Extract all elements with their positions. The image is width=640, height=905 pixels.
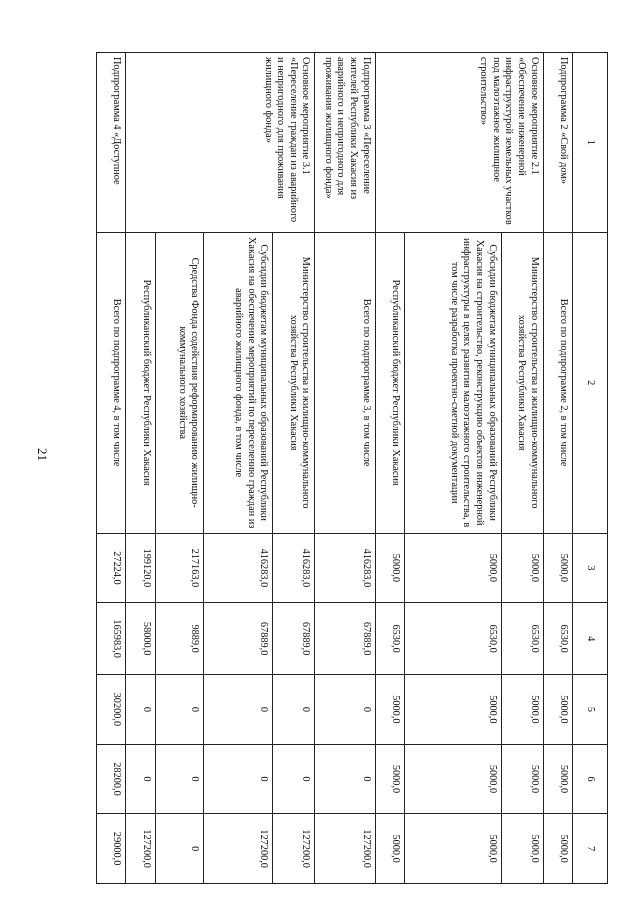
table-row — [543, 53, 572, 884]
value-cell: 0 — [273, 675, 315, 745]
value-cell: 5000,0 — [543, 744, 572, 814]
program-name-cell: Подпрограмма 3 «Переселение жителей Республики Хакасия из аварийного и непригодного для проживания жилищного фонда» — [315, 53, 375, 233]
header-cell: 6 — [573, 744, 608, 814]
program-name-cell: Основное мероприятие 3.1 «Переселение граждан из аварийного и непригодного для проживания жилищного фонда» — [126, 53, 315, 233]
value-cell: 127200,0 — [315, 814, 375, 884]
value-cell: 5000,0 — [501, 744, 543, 814]
funding-source-cell: Республиканский бюджет Республики Хакасия — [375, 232, 404, 533]
value-cell: 67889,0 — [204, 603, 273, 675]
value-cell: 165983,0 — [97, 603, 126, 675]
value-cell: 5000,0 — [404, 744, 501, 814]
funding-source-cell: Министерство строительства и жилищно-коммунального хозяйства Республики Хакасия — [273, 232, 315, 533]
value-cell: 58000,0 — [126, 603, 155, 675]
value-cell: 0 — [126, 744, 155, 814]
header-cell: 5 — [573, 675, 608, 745]
value-cell: 0 — [155, 744, 203, 814]
value-cell: 6530,0 — [501, 603, 543, 675]
value-cell: 0 — [155, 814, 203, 884]
value-cell: 5000,0 — [501, 814, 543, 884]
value-cell: 30200,0 — [97, 675, 126, 745]
value-cell: 27224,0 — [97, 533, 126, 603]
value-cell: 0 — [273, 744, 315, 814]
value-cell: 416283,0 — [315, 533, 375, 603]
value-cell: 5000,0 — [404, 533, 501, 603]
value-cell: 5000,0 — [375, 744, 404, 814]
rotated-table-container — [96, 52, 608, 884]
value-cell: 0 — [315, 675, 375, 745]
funding-source-cell: Всего по подпрограмме 3, в том числе — [315, 232, 375, 533]
table-row — [501, 53, 543, 884]
value-cell: 5000,0 — [501, 675, 543, 745]
budget-table — [96, 52, 608, 884]
funding-source-cell: Субсидии бюджетам муниципальных образований Республики Хакасия на обеспечение мероприятий по переселению граждан из аварийного жилищного фонда, в том числе — [204, 232, 273, 533]
value-cell: 5000,0 — [375, 533, 404, 603]
value-cell: 0 — [155, 675, 203, 745]
funding-source-cell: Республиканский бюджет Республики Хакасия — [126, 232, 155, 533]
funding-source-cell: Средства Фонда содействия реформированию жилищно-коммунального хозяйства — [155, 232, 203, 533]
header-cell: 1 — [573, 53, 608, 233]
funding-source-cell: Всего по подпрограмме 4, в том числе — [97, 232, 126, 533]
table-row — [273, 53, 315, 884]
value-cell: 28200,0 — [97, 744, 126, 814]
value-cell: 0 — [204, 744, 273, 814]
value-cell: 5000,0 — [501, 533, 543, 603]
value-cell: 127200,0 — [126, 814, 155, 884]
value-cell: 0 — [315, 744, 375, 814]
value-cell: 6530,0 — [543, 603, 572, 675]
value-cell: 5000,0 — [375, 814, 404, 884]
value-cell: 5000,0 — [404, 675, 501, 745]
value-cell: 67889,0 — [315, 603, 375, 675]
value-cell: 5000,0 — [543, 814, 572, 884]
value-cell: 199120,0 — [126, 533, 155, 603]
value-cell: 6530,0 — [404, 603, 501, 675]
header-cell: 2 — [573, 232, 608, 533]
table-row — [97, 53, 126, 884]
program-name-cell: Подпрограмма 4 «Доступное — [97, 53, 126, 233]
value-cell: 6530,0 — [375, 603, 404, 675]
value-cell: 5000,0 — [543, 675, 572, 745]
header-row — [573, 53, 608, 884]
header-cell: 7 — [573, 814, 608, 884]
funding-source-cell: Всего по подпрограмме 2, в том числе — [543, 232, 572, 533]
value-cell: 0 — [204, 675, 273, 745]
header-cell: 4 — [573, 603, 608, 675]
value-cell: 127200,0 — [273, 814, 315, 884]
header-cell: 3 — [573, 533, 608, 603]
program-name-cell: Подпрограмма 2 «Свой дом» — [543, 53, 572, 233]
value-cell: 217163,0 — [155, 533, 203, 603]
program-name-cell: Основное мероприятие 2.1 «Обеспечение инженерной инфраструктурой земельных участков под малоэтажное жилищное строительство» — [375, 53, 543, 233]
value-cell: 67889,0 — [273, 603, 315, 675]
value-cell: 5000,0 — [375, 675, 404, 745]
value-cell: 29000,0 — [97, 814, 126, 884]
table-row — [315, 53, 375, 884]
value-cell: 9889,0 — [155, 603, 203, 675]
value-cell: 416283,0 — [204, 533, 273, 603]
value-cell: 127200,0 — [204, 814, 273, 884]
value-cell: 416283,0 — [273, 533, 315, 603]
value-cell: 0 — [126, 675, 155, 745]
value-cell: 5000,0 — [543, 533, 572, 603]
funding-source-cell: Субсидии бюджетам муниципальных образований Республики Хакасия на строительство, реконструкцию объектов инженерной инфраструктуры в целях развития малоэтажного строительства, в том числе разработка проектно-сметной документации — [404, 232, 501, 533]
page-number: 21 — [35, 448, 50, 461]
funding-source-cell: Министерство строительства и жилищно-коммунального хозяйства Республики Хакасия — [501, 232, 543, 533]
value-cell: 5000,0 — [404, 814, 501, 884]
